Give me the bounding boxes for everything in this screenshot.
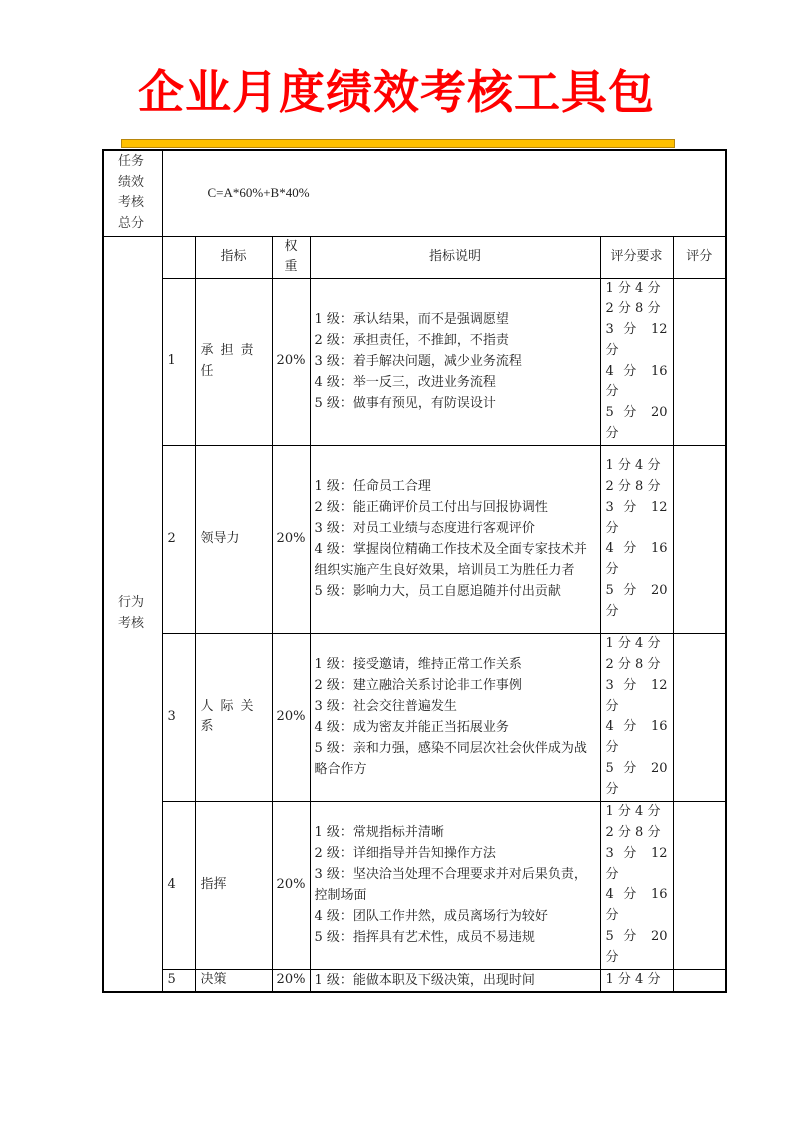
row-score-requirement xyxy=(600,969,673,992)
level-line: 1 级：任命员工合理 xyxy=(314,479,431,495)
row-weight: 20% xyxy=(272,969,310,992)
score-line: 4 分 16 分 xyxy=(605,541,668,578)
row-score-input[interactable] xyxy=(673,969,726,992)
row-indicator: 领导力 xyxy=(195,445,272,633)
level-line: 1 级：接受邀请，维持正常工作关系 xyxy=(314,657,522,673)
row-score-input[interactable] xyxy=(673,633,726,801)
level-line: 2 级：建立融洽关系讨论非工作事例 xyxy=(314,678,522,694)
score-line: 1 分 4 分 xyxy=(605,971,661,987)
level-line: 2 级：承担责任，不推卸，不指责 xyxy=(314,333,509,349)
row-weight: 20% xyxy=(272,633,310,801)
row-description xyxy=(310,969,600,992)
score-line: 2 分 8 分 xyxy=(605,478,661,494)
level-line: 3 级：对员工业绩与态度进行客观评价 xyxy=(314,521,535,537)
summary-row xyxy=(103,150,726,236)
header-weight: 权重 xyxy=(272,236,310,278)
table-row xyxy=(103,633,726,801)
document-title: 企业月度绩效考核工具包 xyxy=(138,65,655,119)
row-score-requirement xyxy=(600,445,673,633)
header-score: 评分 xyxy=(673,236,726,278)
level-line: 1 级：常规指标并清晰 xyxy=(314,825,444,841)
level-line: 1 级：能做本职及下级决策，出现时间 xyxy=(314,972,535,988)
row-weight: 20% xyxy=(272,445,310,633)
level-line: 4 级：掌握岗位精确工作技术及全面专家技术并组织实施产生良好效果，培训员工为胜任力者 xyxy=(314,542,587,579)
row-no: 1 xyxy=(162,278,195,445)
row-no: 5 xyxy=(162,969,195,992)
row-score-input[interactable] xyxy=(673,278,726,445)
row-score-requirement xyxy=(600,278,673,445)
summary-label: 任务绩效考核总分 xyxy=(103,150,162,236)
score-line: 1 分 4 分 xyxy=(605,804,661,820)
row-description xyxy=(310,278,600,445)
score-line: 3 分 12 分 xyxy=(605,322,668,358)
section-label: 行为考核 xyxy=(103,236,162,992)
row-description xyxy=(310,801,600,969)
score-line: 1 分 4 分 xyxy=(605,280,661,296)
row-indicator: 决策 xyxy=(195,969,272,992)
score-line: 2 分 8 分 xyxy=(605,656,661,672)
score-line: 3 分 12 分 xyxy=(605,677,668,714)
score-line: 3 分 12 分 xyxy=(605,845,668,882)
score-line: 2 分 8 分 xyxy=(605,824,661,840)
score-line: 4 分 16 分 xyxy=(605,887,668,924)
score-line: 4 分 16 分 xyxy=(605,363,668,400)
level-line: 4 级：举一反三，改进业务流程 xyxy=(314,375,496,391)
row-weight: 20% xyxy=(272,278,310,445)
score-line: 3 分 12 分 xyxy=(605,499,668,536)
row-no: 3 xyxy=(162,633,195,801)
row-description xyxy=(310,445,600,633)
level-line: 4 级：团队工作井然，成员离场行为较好 xyxy=(314,909,548,925)
row-description xyxy=(310,633,600,801)
level-line: 3 级：坚决洽当处理不合理要求并对后果负责，控制场面 xyxy=(314,867,587,904)
evaluation-table xyxy=(102,149,727,993)
score-line: 5 分 20 分 xyxy=(605,928,668,965)
row-score-input[interactable] xyxy=(673,801,726,969)
header-row xyxy=(103,236,726,278)
level-line: 5 级：影响力大，员工自愿追随并付出贡献 xyxy=(314,584,561,600)
level-line: 1 级：承认结果，而不是强调愿望 xyxy=(314,312,509,328)
title-underline-bar xyxy=(121,139,675,148)
row-weight: 20% xyxy=(272,801,310,969)
row-score-input[interactable] xyxy=(673,445,726,633)
row-score-requirement xyxy=(600,801,673,969)
table-row xyxy=(103,278,726,445)
level-line: 4 级：成为密友并能正当拓展业务 xyxy=(314,720,509,736)
header-description: 指标说明 xyxy=(310,236,600,278)
row-indicator: 指挥 xyxy=(195,801,272,969)
formula-cell: C=A*60%+B*40% xyxy=(162,150,726,236)
score-line: 1 分 4 分 xyxy=(605,458,661,474)
score-line: 5 分 20 分 xyxy=(605,405,668,442)
score-line: 4 分 16 分 xyxy=(605,719,668,756)
table-row xyxy=(103,801,726,969)
header-no xyxy=(162,236,195,278)
header-indicator: 指标 xyxy=(195,236,272,278)
score-line: 2 分 8 分 xyxy=(605,301,661,317)
level-line: 5 级：亲和力强，感染不同层次社会伙伴成为战略合作方 xyxy=(314,741,587,778)
level-line: 2 级：详细指导并告知操作方法 xyxy=(314,846,496,862)
level-line: 3 级：社会交往普遍发生 xyxy=(314,699,457,715)
row-no: 4 xyxy=(162,801,195,969)
row-indicator: 人际关系 xyxy=(195,633,272,801)
row-no: 2 xyxy=(162,445,195,633)
level-line: 5 级：指挥具有艺术性，成员不易违规 xyxy=(314,930,535,946)
score-line: 5 分 20 分 xyxy=(605,582,668,619)
score-line: 1 分 4 分 xyxy=(605,636,661,652)
table-row xyxy=(103,969,726,992)
level-line: 5 级：做事有预见，有防误设计 xyxy=(314,396,496,412)
level-line: 2 级：能正确评价员工付出与回报协调性 xyxy=(314,500,548,516)
header-score-requirement: 评分要求 xyxy=(600,236,673,278)
score-line: 5 分 20 分 xyxy=(605,760,668,797)
row-indicator: 承担责任 xyxy=(195,278,272,445)
table-row xyxy=(103,445,726,633)
row-score-requirement xyxy=(600,633,673,801)
level-line: 3 级：着手解决问题，减少业务流程 xyxy=(314,354,522,370)
